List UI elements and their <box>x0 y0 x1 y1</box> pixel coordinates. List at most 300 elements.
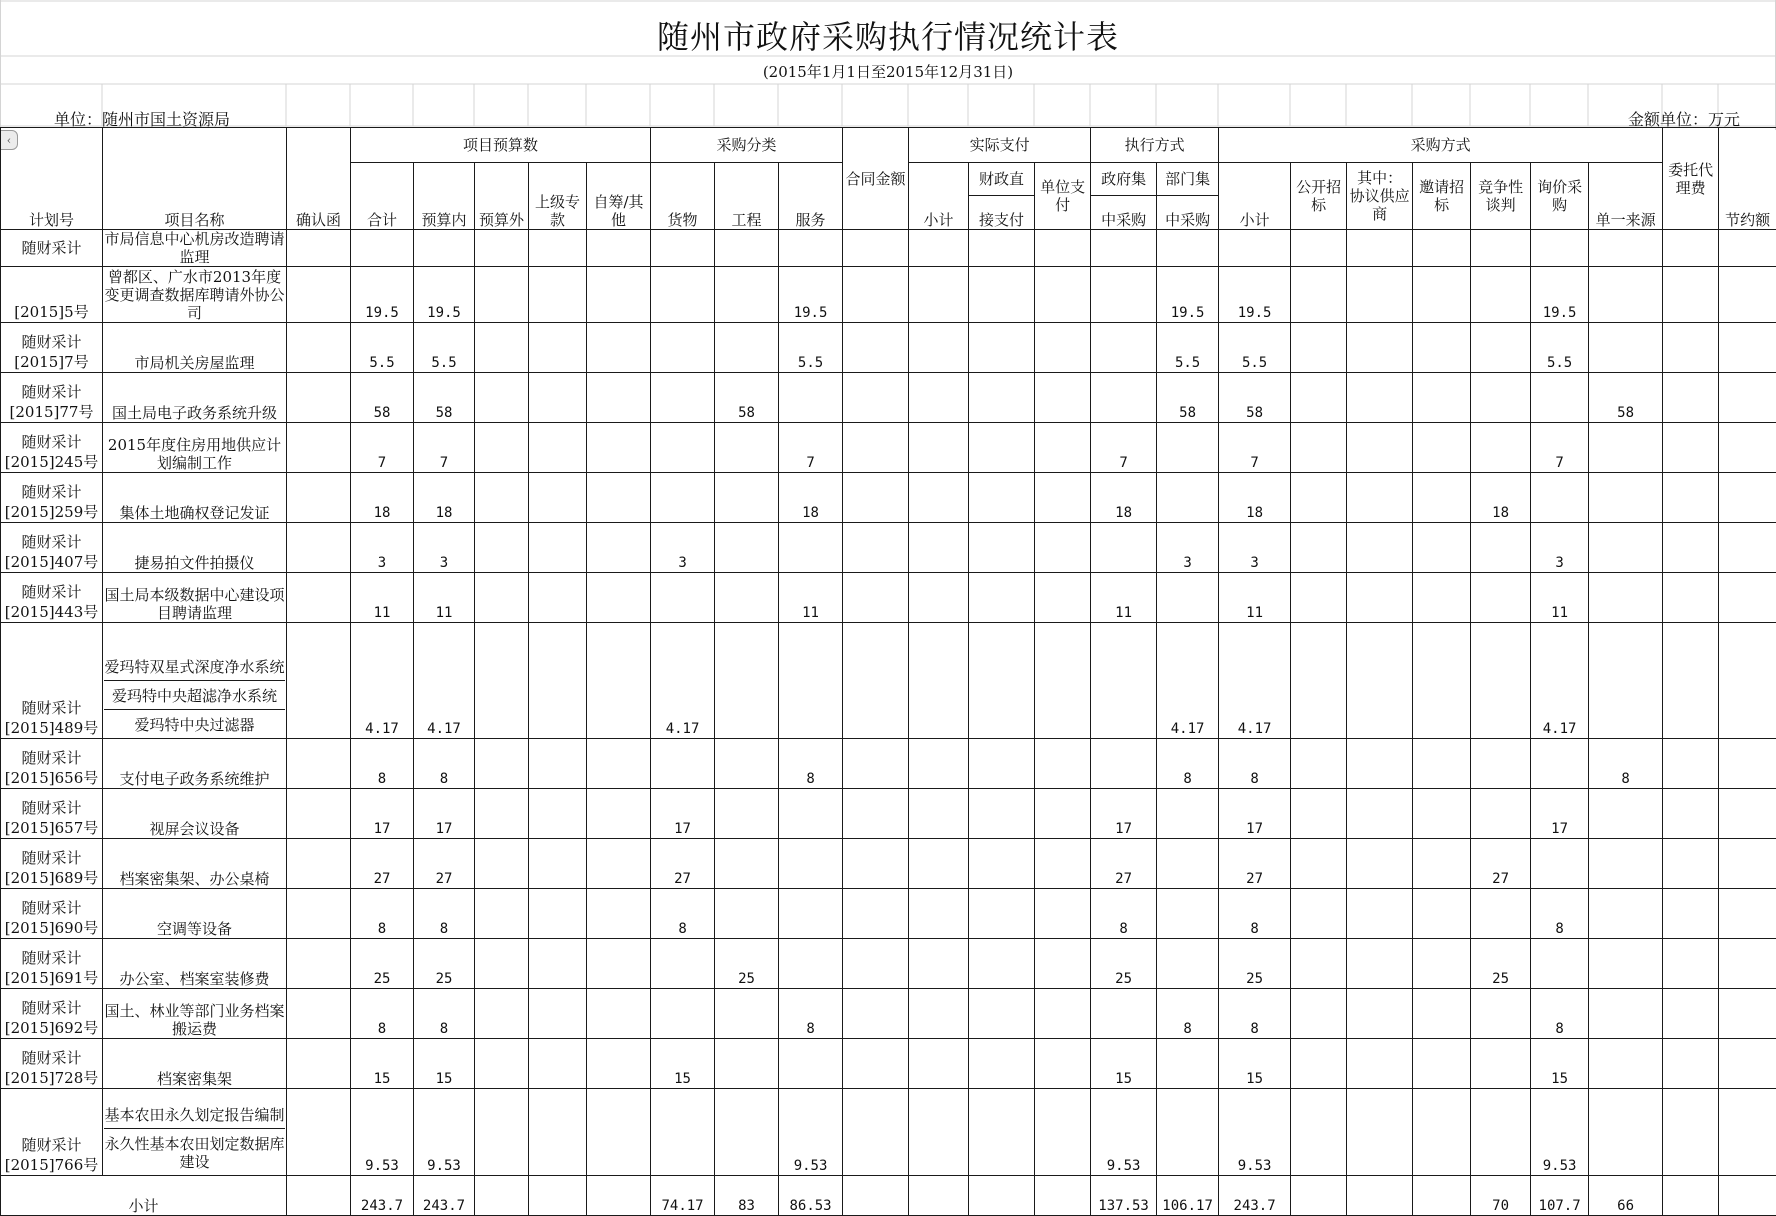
value-cell <box>651 323 715 373</box>
value-cell <box>1413 573 1471 623</box>
collapse-handle-icon[interactable]: ‹ <box>0 130 18 150</box>
value-cell <box>587 523 651 573</box>
value-cell <box>1157 1039 1219 1089</box>
value-cell <box>651 989 715 1039</box>
project-name-line: 档案密集架、办公桌椅 <box>104 870 285 888</box>
col-services: 服务 <box>779 163 843 230</box>
value-cell <box>1589 423 1663 473</box>
plan-number: [2015]77号 <box>2 402 101 422</box>
value-cell <box>779 523 843 573</box>
plan-prefix: 随财采计 <box>2 998 101 1018</box>
value-cell <box>779 839 843 889</box>
value-cell <box>1157 1089 1219 1176</box>
value-cell <box>1413 267 1471 323</box>
col-works: 工程 <box>715 163 779 230</box>
value-cell <box>1347 739 1413 789</box>
value-cell <box>1471 323 1531 373</box>
value-cell: 19.5 <box>1157 267 1219 323</box>
value-cell <box>1157 889 1219 939</box>
value-cell <box>1347 573 1413 623</box>
value-cell: 58 <box>351 373 414 423</box>
plan-prefix: 随财采计 <box>2 1048 101 1068</box>
value-cell <box>1219 230 1291 267</box>
table-row <box>1 573 1776 623</box>
value-cell: 25 <box>1219 939 1291 989</box>
value-cell <box>1663 623 1719 739</box>
value-cell <box>475 889 529 939</box>
col-fiscal-direct-top: 财政直 <box>969 163 1035 196</box>
value-cell <box>1035 473 1091 523</box>
value-cell <box>1663 423 1719 473</box>
value-cell <box>587 323 651 373</box>
value-cell <box>779 1039 843 1089</box>
value-cell <box>1347 789 1413 839</box>
table-row <box>1 473 1776 523</box>
value-cell <box>651 267 715 323</box>
plan-no-cell <box>1 323 103 373</box>
plan-no-cell <box>1 889 103 939</box>
project-name-line: 视屏会议设备 <box>104 820 285 838</box>
plan-prefix: 随财采计 <box>2 582 101 602</box>
value-cell: 25 <box>1091 939 1157 989</box>
value-cell <box>909 1039 969 1089</box>
value-cell <box>909 323 969 373</box>
value-cell: 7 <box>1091 423 1157 473</box>
value-cell <box>843 789 909 839</box>
value-cell <box>287 1039 351 1089</box>
value-cell: 27 <box>414 839 475 889</box>
total-value-cell <box>1663 1176 1719 1216</box>
col-dept-central-bottom: 中采购 <box>1157 196 1219 230</box>
value-cell: 15 <box>1531 1039 1589 1089</box>
value-cell: 8 <box>1219 739 1291 789</box>
total-value-cell <box>287 1176 351 1216</box>
value-cell: 8 <box>1531 889 1589 939</box>
value-cell: 5.5 <box>1531 323 1589 373</box>
value-cell <box>1291 323 1347 373</box>
project-name-cell <box>103 889 287 939</box>
col-open-tender: 公开招标 <box>1291 163 1347 230</box>
project-name-line: 空调等设备 <box>104 920 285 938</box>
value-cell <box>1035 839 1091 889</box>
project-name-line: 集体土地确权登记发证 <box>104 504 285 522</box>
value-cell <box>351 230 414 267</box>
value-cell <box>715 989 779 1039</box>
project-name-line: 市局机关房屋监理 <box>104 354 285 372</box>
plan-prefix: 随财采计 <box>2 238 101 258</box>
value-cell <box>1347 230 1413 267</box>
value-cell <box>1471 739 1531 789</box>
plan-prefix: 随财采计 <box>2 432 101 452</box>
value-cell <box>1347 989 1413 1039</box>
value-cell: 8 <box>1219 889 1291 939</box>
value-cell: 17 <box>1219 789 1291 839</box>
col-inquiry: 询价采购 <box>1531 163 1589 230</box>
value-cell <box>651 373 715 423</box>
value-cell: 15 <box>651 1039 715 1089</box>
value-cell: 11 <box>779 573 843 623</box>
value-cell <box>969 267 1035 323</box>
value-cell: 27 <box>1219 839 1291 889</box>
procurement-table <box>0 127 1776 1216</box>
value-cell: 7 <box>351 423 414 473</box>
value-cell: 19.5 <box>1219 267 1291 323</box>
plan-number: [2015]407号 <box>2 552 101 572</box>
plan-prefix: 随财采计 <box>2 382 101 402</box>
total-value-cell: 243.7 <box>414 1176 475 1216</box>
value-cell <box>287 267 351 323</box>
value-cell <box>1589 473 1663 523</box>
value-cell <box>587 789 651 839</box>
table-row <box>1 889 1776 939</box>
project-name-line: 爱玛特中央超滤净水系统 <box>104 681 285 710</box>
value-cell <box>475 323 529 373</box>
value-cell: 9.53 <box>1219 1089 1291 1176</box>
plan-number: [2015]691号 <box>2 968 101 988</box>
plan-number: [2015]443号 <box>2 602 101 622</box>
plan-no-cell <box>1 839 103 889</box>
value-cell <box>909 989 969 1039</box>
value-cell <box>909 230 969 267</box>
value-cell <box>287 839 351 889</box>
total-value-cell <box>587 1176 651 1216</box>
col-contract: 合同金额 <box>843 128 909 230</box>
value-cell <box>1035 230 1091 267</box>
value-cell <box>587 423 651 473</box>
value-cell <box>587 267 651 323</box>
plan-prefix: 随财采计 <box>2 898 101 918</box>
plan-number: [2015]245号 <box>2 452 101 472</box>
value-cell <box>969 373 1035 423</box>
plan-no-cell <box>1 739 103 789</box>
plan-no-cell <box>1 989 103 1039</box>
value-cell <box>843 1089 909 1176</box>
total-value-cell: 83 <box>715 1176 779 1216</box>
value-cell <box>587 473 651 523</box>
value-cell <box>1663 939 1719 989</box>
value-cell <box>1589 1089 1663 1176</box>
value-cell <box>1291 939 1347 989</box>
value-cell <box>1663 739 1719 789</box>
project-name-line: 2015年度住房用地供应计划编制工作 <box>104 436 285 472</box>
value-cell <box>1663 230 1719 267</box>
col-pay-subtotal: 小计 <box>909 163 969 230</box>
plan-prefix: 随财采计 <box>2 698 101 718</box>
value-cell <box>475 1089 529 1176</box>
table-row <box>1 789 1776 839</box>
value-cell: 8 <box>779 739 843 789</box>
project-name-cell <box>103 839 287 889</box>
value-cell <box>1035 373 1091 423</box>
value-cell <box>1471 373 1531 423</box>
value-cell <box>529 323 587 373</box>
page-title: 随州市政府采购执行情况统计表 <box>0 12 1776 62</box>
value-cell <box>651 423 715 473</box>
value-cell <box>1091 623 1157 739</box>
value-cell <box>1291 423 1347 473</box>
table-row <box>1 989 1776 1039</box>
value-cell <box>969 739 1035 789</box>
project-name-line: 基本农田永久划定报告编制 <box>104 1100 285 1129</box>
value-cell <box>1531 230 1589 267</box>
col-plan-no: 计划号 <box>1 128 103 230</box>
value-cell: 18 <box>1219 473 1291 523</box>
value-cell: 3 <box>1531 523 1589 573</box>
value-cell <box>779 623 843 739</box>
value-cell <box>969 323 1035 373</box>
plan-number: [2015]728号 <box>2 1068 101 1088</box>
table-row <box>1 323 1776 373</box>
value-cell: 18 <box>1091 473 1157 523</box>
col-goods: 货物 <box>651 163 715 230</box>
value-cell <box>909 267 969 323</box>
value-cell: 18 <box>414 473 475 523</box>
project-name-cell <box>103 1089 287 1176</box>
col-competitive: 竞争性谈判 <box>1471 163 1531 230</box>
plan-number: [2015]489号 <box>2 718 101 738</box>
value-cell <box>529 1039 587 1089</box>
value-cell <box>1347 373 1413 423</box>
value-cell <box>1531 473 1589 523</box>
value-cell <box>1413 1039 1471 1089</box>
value-cell: 19.5 <box>351 267 414 323</box>
value-cell <box>1719 423 1776 473</box>
col-superior-special: 上级专款 <box>529 163 587 230</box>
value-cell <box>1157 473 1219 523</box>
value-cell <box>1413 230 1471 267</box>
value-cell <box>969 889 1035 939</box>
value-cell: 4.17 <box>651 623 715 739</box>
value-cell <box>587 739 651 789</box>
total-value-cell: 106.17 <box>1157 1176 1219 1216</box>
value-cell <box>1291 623 1347 739</box>
value-cell: 19.5 <box>779 267 843 323</box>
value-cell <box>715 623 779 739</box>
value-cell <box>475 473 529 523</box>
value-cell: 5.5 <box>1157 323 1219 373</box>
value-cell <box>1719 989 1776 1039</box>
value-cell <box>909 623 969 739</box>
col-invite-tender: 邀请招标 <box>1413 163 1471 230</box>
col-total: 合计 <box>351 163 414 230</box>
value-cell <box>1413 839 1471 889</box>
value-cell <box>909 523 969 573</box>
value-cell <box>779 789 843 839</box>
project-name-line: 捷易拍文件拍摄仪 <box>104 554 285 572</box>
value-cell <box>1719 267 1776 323</box>
value-cell: 19.5 <box>1531 267 1589 323</box>
plan-no-cell <box>1 267 103 323</box>
col-project-name: 项目名称 <box>103 128 287 230</box>
col-outside-budget: 预算外 <box>475 163 529 230</box>
total-value-cell: 74.17 <box>651 1176 715 1216</box>
value-cell: 3 <box>351 523 414 573</box>
value-cell <box>1719 939 1776 989</box>
value-cell: 8 <box>1157 989 1219 1039</box>
plan-number: [2015]657号 <box>2 818 101 838</box>
table-body <box>1 230 1776 1216</box>
value-cell <box>1091 523 1157 573</box>
value-cell <box>1531 839 1589 889</box>
value-cell: 8 <box>414 989 475 1039</box>
project-name-line: 爱玛特双星式深度净水系统 <box>104 652 285 681</box>
value-cell: 7 <box>1219 423 1291 473</box>
total-label: 小计 <box>1 1176 287 1216</box>
value-cell <box>587 889 651 939</box>
value-cell <box>1291 473 1347 523</box>
value-cell <box>587 230 651 267</box>
value-cell <box>1291 573 1347 623</box>
value-cell: 25 <box>351 939 414 989</box>
value-cell <box>1663 1089 1719 1176</box>
project-name-line: 曾都区、广水市2013年度变更调查数据库聘请外协公司 <box>104 268 285 322</box>
value-cell <box>529 939 587 989</box>
value-cell <box>843 889 909 939</box>
value-cell: 25 <box>715 939 779 989</box>
plan-prefix: 随财采计 <box>2 1135 101 1155</box>
plan-number: [2015]259号 <box>2 502 101 522</box>
value-cell <box>1347 423 1413 473</box>
value-cell <box>287 573 351 623</box>
value-cell <box>1035 1089 1091 1176</box>
value-cell <box>287 423 351 473</box>
total-value-cell: 86.53 <box>779 1176 843 1216</box>
value-cell <box>529 523 587 573</box>
value-cell <box>1413 523 1471 573</box>
value-cell <box>587 573 651 623</box>
project-name-cell <box>103 267 287 323</box>
total-value-cell: 137.53 <box>1091 1176 1157 1216</box>
value-cell <box>1035 323 1091 373</box>
value-cell <box>715 1089 779 1176</box>
plan-no-cell <box>1 523 103 573</box>
value-cell: 9.53 <box>414 1089 475 1176</box>
value-cell <box>1663 839 1719 889</box>
group-category: 采购分类 <box>651 128 843 163</box>
value-cell <box>287 230 351 267</box>
value-cell <box>715 230 779 267</box>
date-range-subtitle: (2015年1月1日至2015年12月31日) <box>0 60 1776 84</box>
value-cell <box>1035 989 1091 1039</box>
value-cell <box>779 939 843 989</box>
value-cell <box>475 623 529 739</box>
value-cell <box>969 230 1035 267</box>
col-gov-central-bottom: 中采购 <box>1091 196 1157 230</box>
value-cell <box>587 623 651 739</box>
value-cell <box>529 373 587 423</box>
value-cell <box>475 939 529 989</box>
value-cell <box>1589 230 1663 267</box>
unit-label: 单位：随州市国土资源局 <box>54 107 230 130</box>
project-name-cell <box>103 1039 287 1089</box>
project-name-line: 档案密集架 <box>104 1070 285 1088</box>
total-value-cell <box>529 1176 587 1216</box>
value-cell: 9.53 <box>351 1089 414 1176</box>
value-cell <box>1347 1089 1413 1176</box>
plan-number: [2015]656号 <box>2 768 101 788</box>
value-cell <box>529 473 587 523</box>
value-cell <box>1589 573 1663 623</box>
value-cell <box>1035 939 1091 989</box>
value-cell <box>651 230 715 267</box>
value-cell <box>529 839 587 889</box>
value-cell <box>1157 573 1219 623</box>
plan-no-cell <box>1 623 103 739</box>
value-cell: 11 <box>1091 573 1157 623</box>
plan-number: [2015]5号 <box>2 302 101 322</box>
value-cell <box>843 939 909 989</box>
value-cell <box>1035 423 1091 473</box>
value-cell: 4.17 <box>414 623 475 739</box>
value-cell <box>1035 267 1091 323</box>
project-name-line: 国土、林业等部门业务档案搬运费 <box>104 1002 285 1038</box>
value-cell <box>475 423 529 473</box>
value-cell: 58 <box>1219 373 1291 423</box>
value-cell: 3 <box>1157 523 1219 573</box>
col-single-source: 单一来源 <box>1589 163 1663 230</box>
value-cell <box>1291 989 1347 1039</box>
value-cell <box>1719 889 1776 939</box>
value-cell <box>969 473 1035 523</box>
value-cell <box>1291 839 1347 889</box>
value-cell <box>475 789 529 839</box>
value-cell <box>969 1089 1035 1176</box>
value-cell <box>1347 323 1413 373</box>
value-cell <box>1663 789 1719 839</box>
total-value-cell: 70 <box>1471 1176 1531 1216</box>
plan-prefix: 随财采计 <box>2 948 101 968</box>
value-cell: 7 <box>1531 423 1589 473</box>
value-cell: 17 <box>1531 789 1589 839</box>
total-row <box>1 1176 1776 1216</box>
value-cell: 4.17 <box>351 623 414 739</box>
value-cell <box>1663 473 1719 523</box>
project-name-cell <box>103 373 287 423</box>
value-cell: 4.17 <box>1157 623 1219 739</box>
table-row <box>1 839 1776 889</box>
value-cell <box>909 839 969 889</box>
value-cell: 3 <box>1219 523 1291 573</box>
value-cell <box>843 373 909 423</box>
value-cell: 8 <box>414 889 475 939</box>
value-cell <box>1413 423 1471 473</box>
value-cell <box>1291 267 1347 323</box>
value-cell: 5.5 <box>351 323 414 373</box>
value-cell <box>1347 473 1413 523</box>
value-cell: 58 <box>1589 373 1663 423</box>
value-cell <box>529 267 587 323</box>
value-cell <box>1663 267 1719 323</box>
value-cell <box>715 739 779 789</box>
value-cell <box>843 523 909 573</box>
value-cell <box>1589 623 1663 739</box>
value-cell <box>715 789 779 839</box>
plan-no-cell <box>1 230 103 267</box>
value-cell <box>1719 523 1776 573</box>
group-method: 采购方式 <box>1219 128 1663 163</box>
total-value-cell <box>1035 1176 1091 1216</box>
value-cell <box>287 939 351 989</box>
group-exec: 执行方式 <box>1091 128 1219 163</box>
value-cell: 8 <box>351 989 414 1039</box>
value-cell <box>475 373 529 423</box>
total-value-cell <box>843 1176 909 1216</box>
value-cell: 3 <box>414 523 475 573</box>
project-name-cell <box>103 523 287 573</box>
value-cell <box>475 839 529 889</box>
value-cell: 8 <box>1157 739 1219 789</box>
value-cell <box>529 989 587 1039</box>
